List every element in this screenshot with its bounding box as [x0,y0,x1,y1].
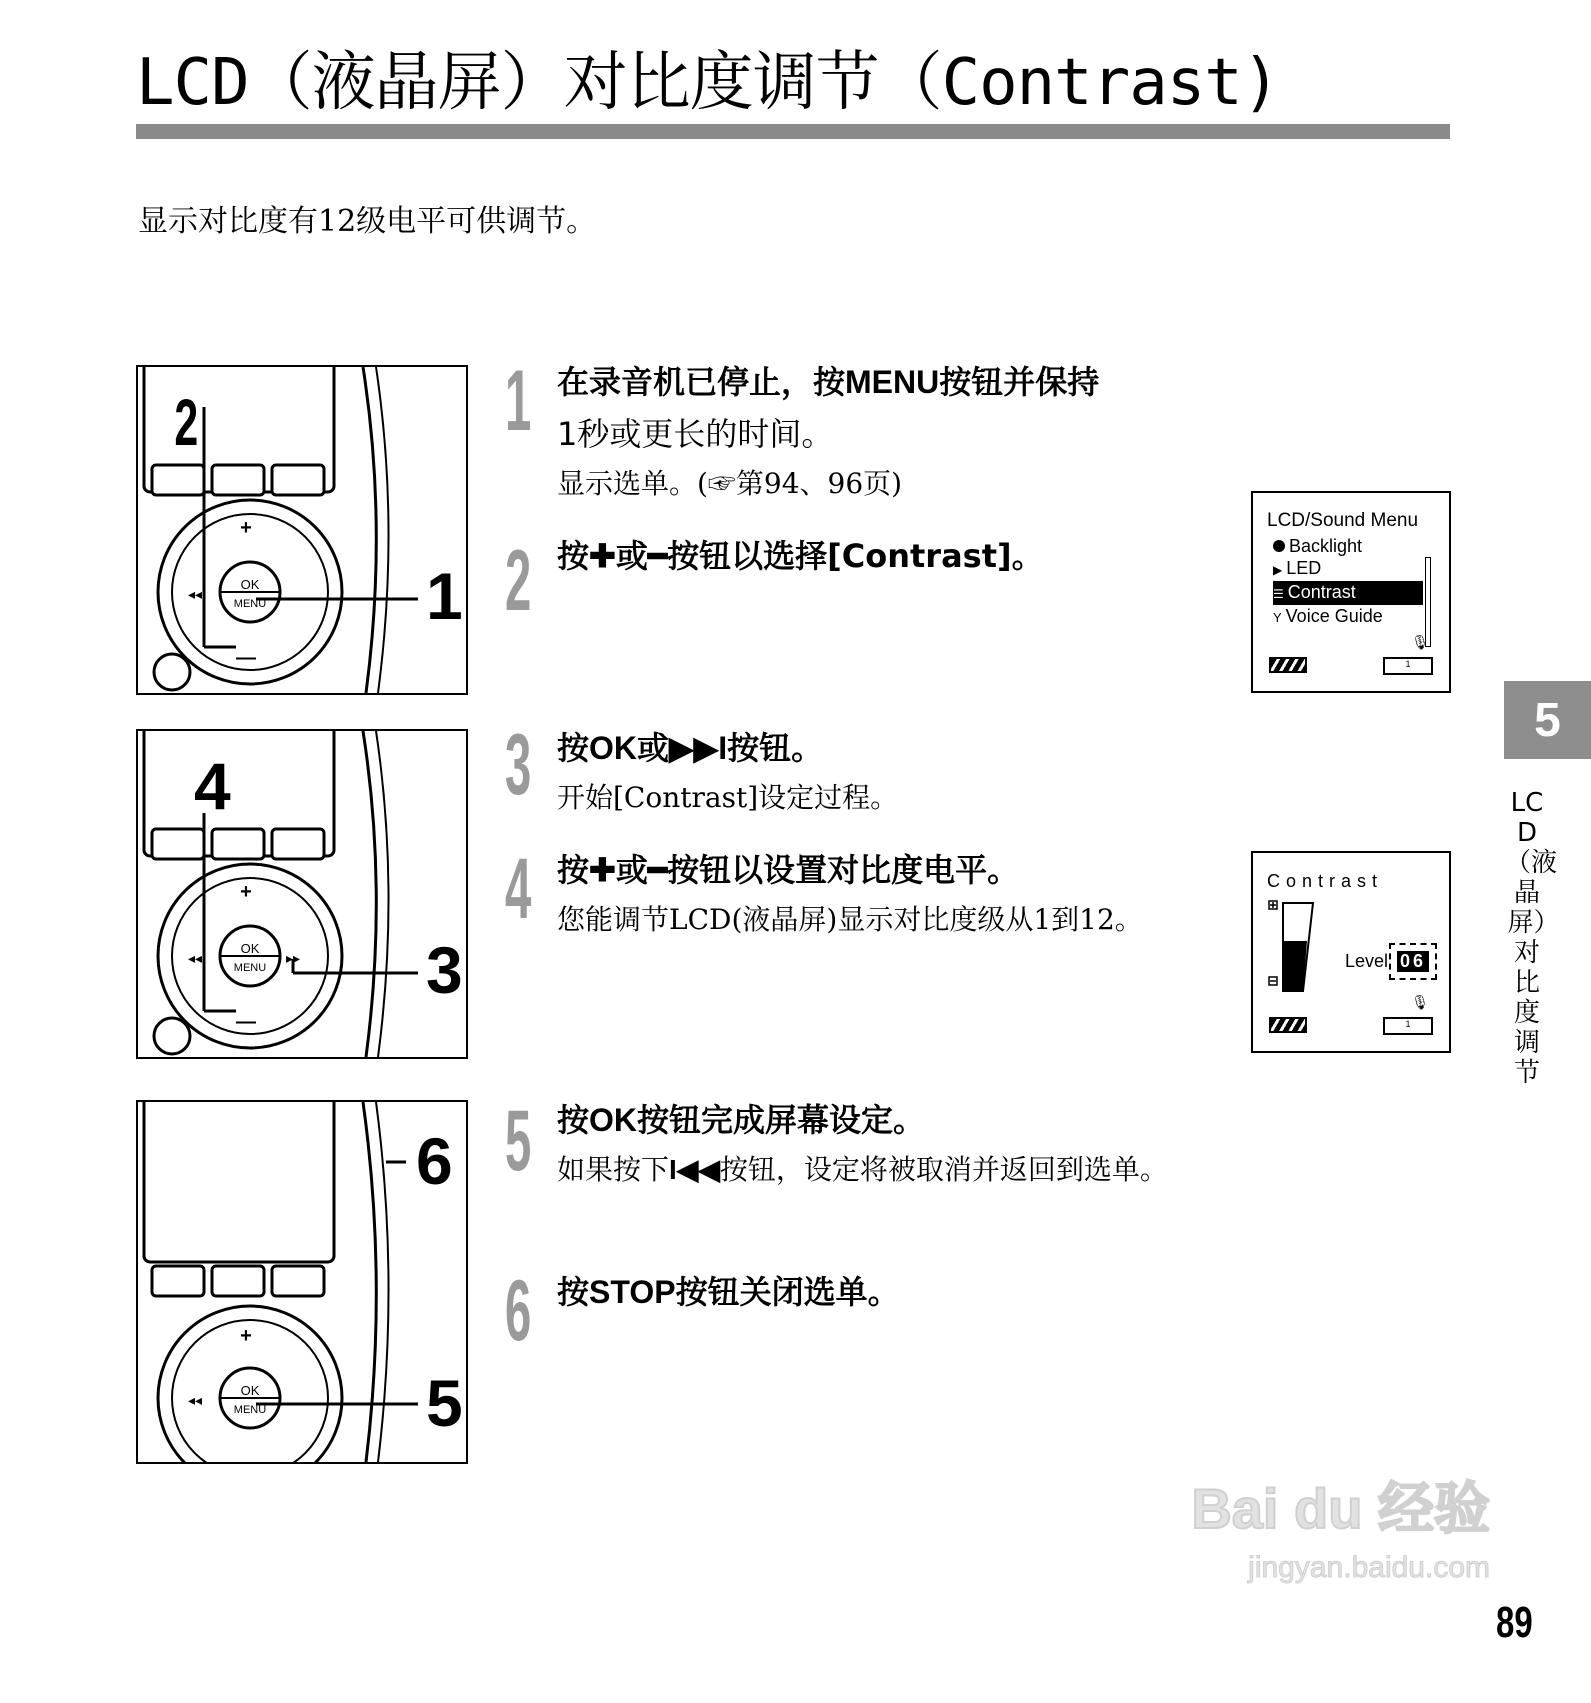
chapter-tab: 5 [1504,681,1591,759]
mic-icon: 🎙 [1411,634,1429,650]
step-4-note: 您能调节LCD(液晶屏)显示对比度级从1到12。 [557,903,1143,936]
minus-label: — [236,647,256,669]
plus-label: + [240,517,252,539]
step-5-heading: 按OK按钮完成屏幕设定。 [557,1101,926,1139]
ok-label: OK [240,941,260,956]
step-number-3: 3 [505,717,532,813]
ok-key-label: OK [589,1102,638,1138]
device-drawing-3 [138,1102,466,1462]
page-number: 89 [1496,1598,1533,1647]
device-illustration-1 [136,365,468,695]
led-icon: ▶ [1273,563,1283,577]
rew-symbol: ◂◂ [188,951,203,967]
step-4-heading: 按✚或━按钮以设置对比度电平。 [557,851,1020,889]
step-number-2: 2 [505,533,532,629]
battery-icon [1269,657,1307,673]
ok-key-label: OK [589,730,638,766]
device-drawing-1 [138,367,466,693]
device-illustration-2 [136,729,468,1059]
plus-key-icon: ✚ [589,852,616,888]
step-1-note: 显示选单。(☞第94、96页) [557,467,903,500]
callout-2: 2 [174,385,199,460]
step-number-5: 5 [505,1093,532,1189]
menu-label: MENU [233,1404,267,1416]
lcd-menu-list [1273,535,1423,629]
step-2-heading: 按✚或━按钮以选择[Contrast]。 [557,537,1044,575]
level-value: 06 [1397,951,1429,972]
ok-label: OK [240,1383,260,1398]
minus-key-icon: ━ [647,538,668,574]
step-5-note: 如果按下I◀◀按钮，设定将被取消并返回到选单。 [557,1153,1168,1186]
step-1-heading: 在录音机已停止，按MENU按钮并保持 [557,363,1100,401]
sidebar-chapter-label: LCD（液晶屏）对比度调节 [1505,788,1558,1088]
step-3-note: 开始[Contrast]设定过程。 [557,781,899,814]
callout-6: 6 [416,1124,453,1198]
intro-text: 显示对比度有12级电平可供调节。 [138,204,597,239]
menu-label: MENU [233,962,267,974]
menu-key-label: MENU [845,364,940,400]
step-1-heading-line2: 1秒或更长的时间。 [557,415,834,453]
ff-key-icon: ▶▶I [669,730,728,766]
lcd-menu-item-led: ▶ LED [1273,558,1322,578]
menu-label: MENU [233,598,267,610]
step-3-heading: 按OK或▶▶I按钮。 [557,729,824,767]
rew-symbol: ◂◂ [188,1393,203,1409]
battery-icon [1269,1017,1307,1033]
level-label: Level [1345,951,1389,971]
lcd-contrast-title: Contrast [1267,871,1384,891]
ok-label: OK [240,577,260,592]
stop-key-label: STOP [589,1274,676,1310]
device-drawing-2 [138,731,466,1057]
mic-icon: 🎙 [1411,994,1429,1010]
voice-guide-icon: Y [1273,610,1282,625]
callout-3: 3 [426,933,463,1007]
watermark-url: jingyan.baidu.com [1248,1551,1490,1584]
contrast-level-fill [1283,941,1307,991]
minus-key-icon: ━ [647,852,668,888]
step-number-6: 6 [505,1263,532,1359]
rew-key-icon: I◀◀ [669,1154,720,1185]
device-illustration-3 [136,1100,468,1464]
plus-label: + [240,1325,252,1347]
callout-1: 1 [426,559,463,633]
minus-label: — [236,1011,256,1033]
lcd-contrast-screen [1251,851,1451,1053]
plus-label: + [240,881,252,903]
lcd-menu-item-backlight: Backlight [1273,535,1423,557]
page-title: LCD（液晶屏）对比度调节（Contrast) [136,46,1280,120]
lcd-menu-item-voice-guide: Y Voice Guide [1273,606,1383,626]
baidu-watermark [1130,1465,1490,1625]
title-rule [136,124,1450,139]
step-number-4: 4 [505,841,532,937]
contrast-icon: ☰ [1273,587,1284,601]
watermark-brand: Bai du 经验 [1191,1477,1490,1540]
ff-symbol: ▸▸ [286,951,301,967]
rew-symbol: ◂◂ [188,587,203,603]
lcd-menu-title: LCD/Sound Menu [1267,510,1419,531]
lcd-sound-menu-screen [1251,491,1451,693]
step-number-1: 1 [505,353,532,449]
lcd-menu-item-contrast: ☰ Contrast [1273,581,1423,605]
plus-key-icon: ✚ [589,538,616,574]
folder-indicator: 1 [1383,657,1433,675]
callout-4: 4 [194,749,231,823]
callout-5: 5 [426,1366,463,1440]
step-6-heading: 按STOP按钮关闭选单。 [557,1273,900,1311]
backlight-icon [1273,540,1285,552]
folder-indicator: 1 [1383,1017,1433,1035]
